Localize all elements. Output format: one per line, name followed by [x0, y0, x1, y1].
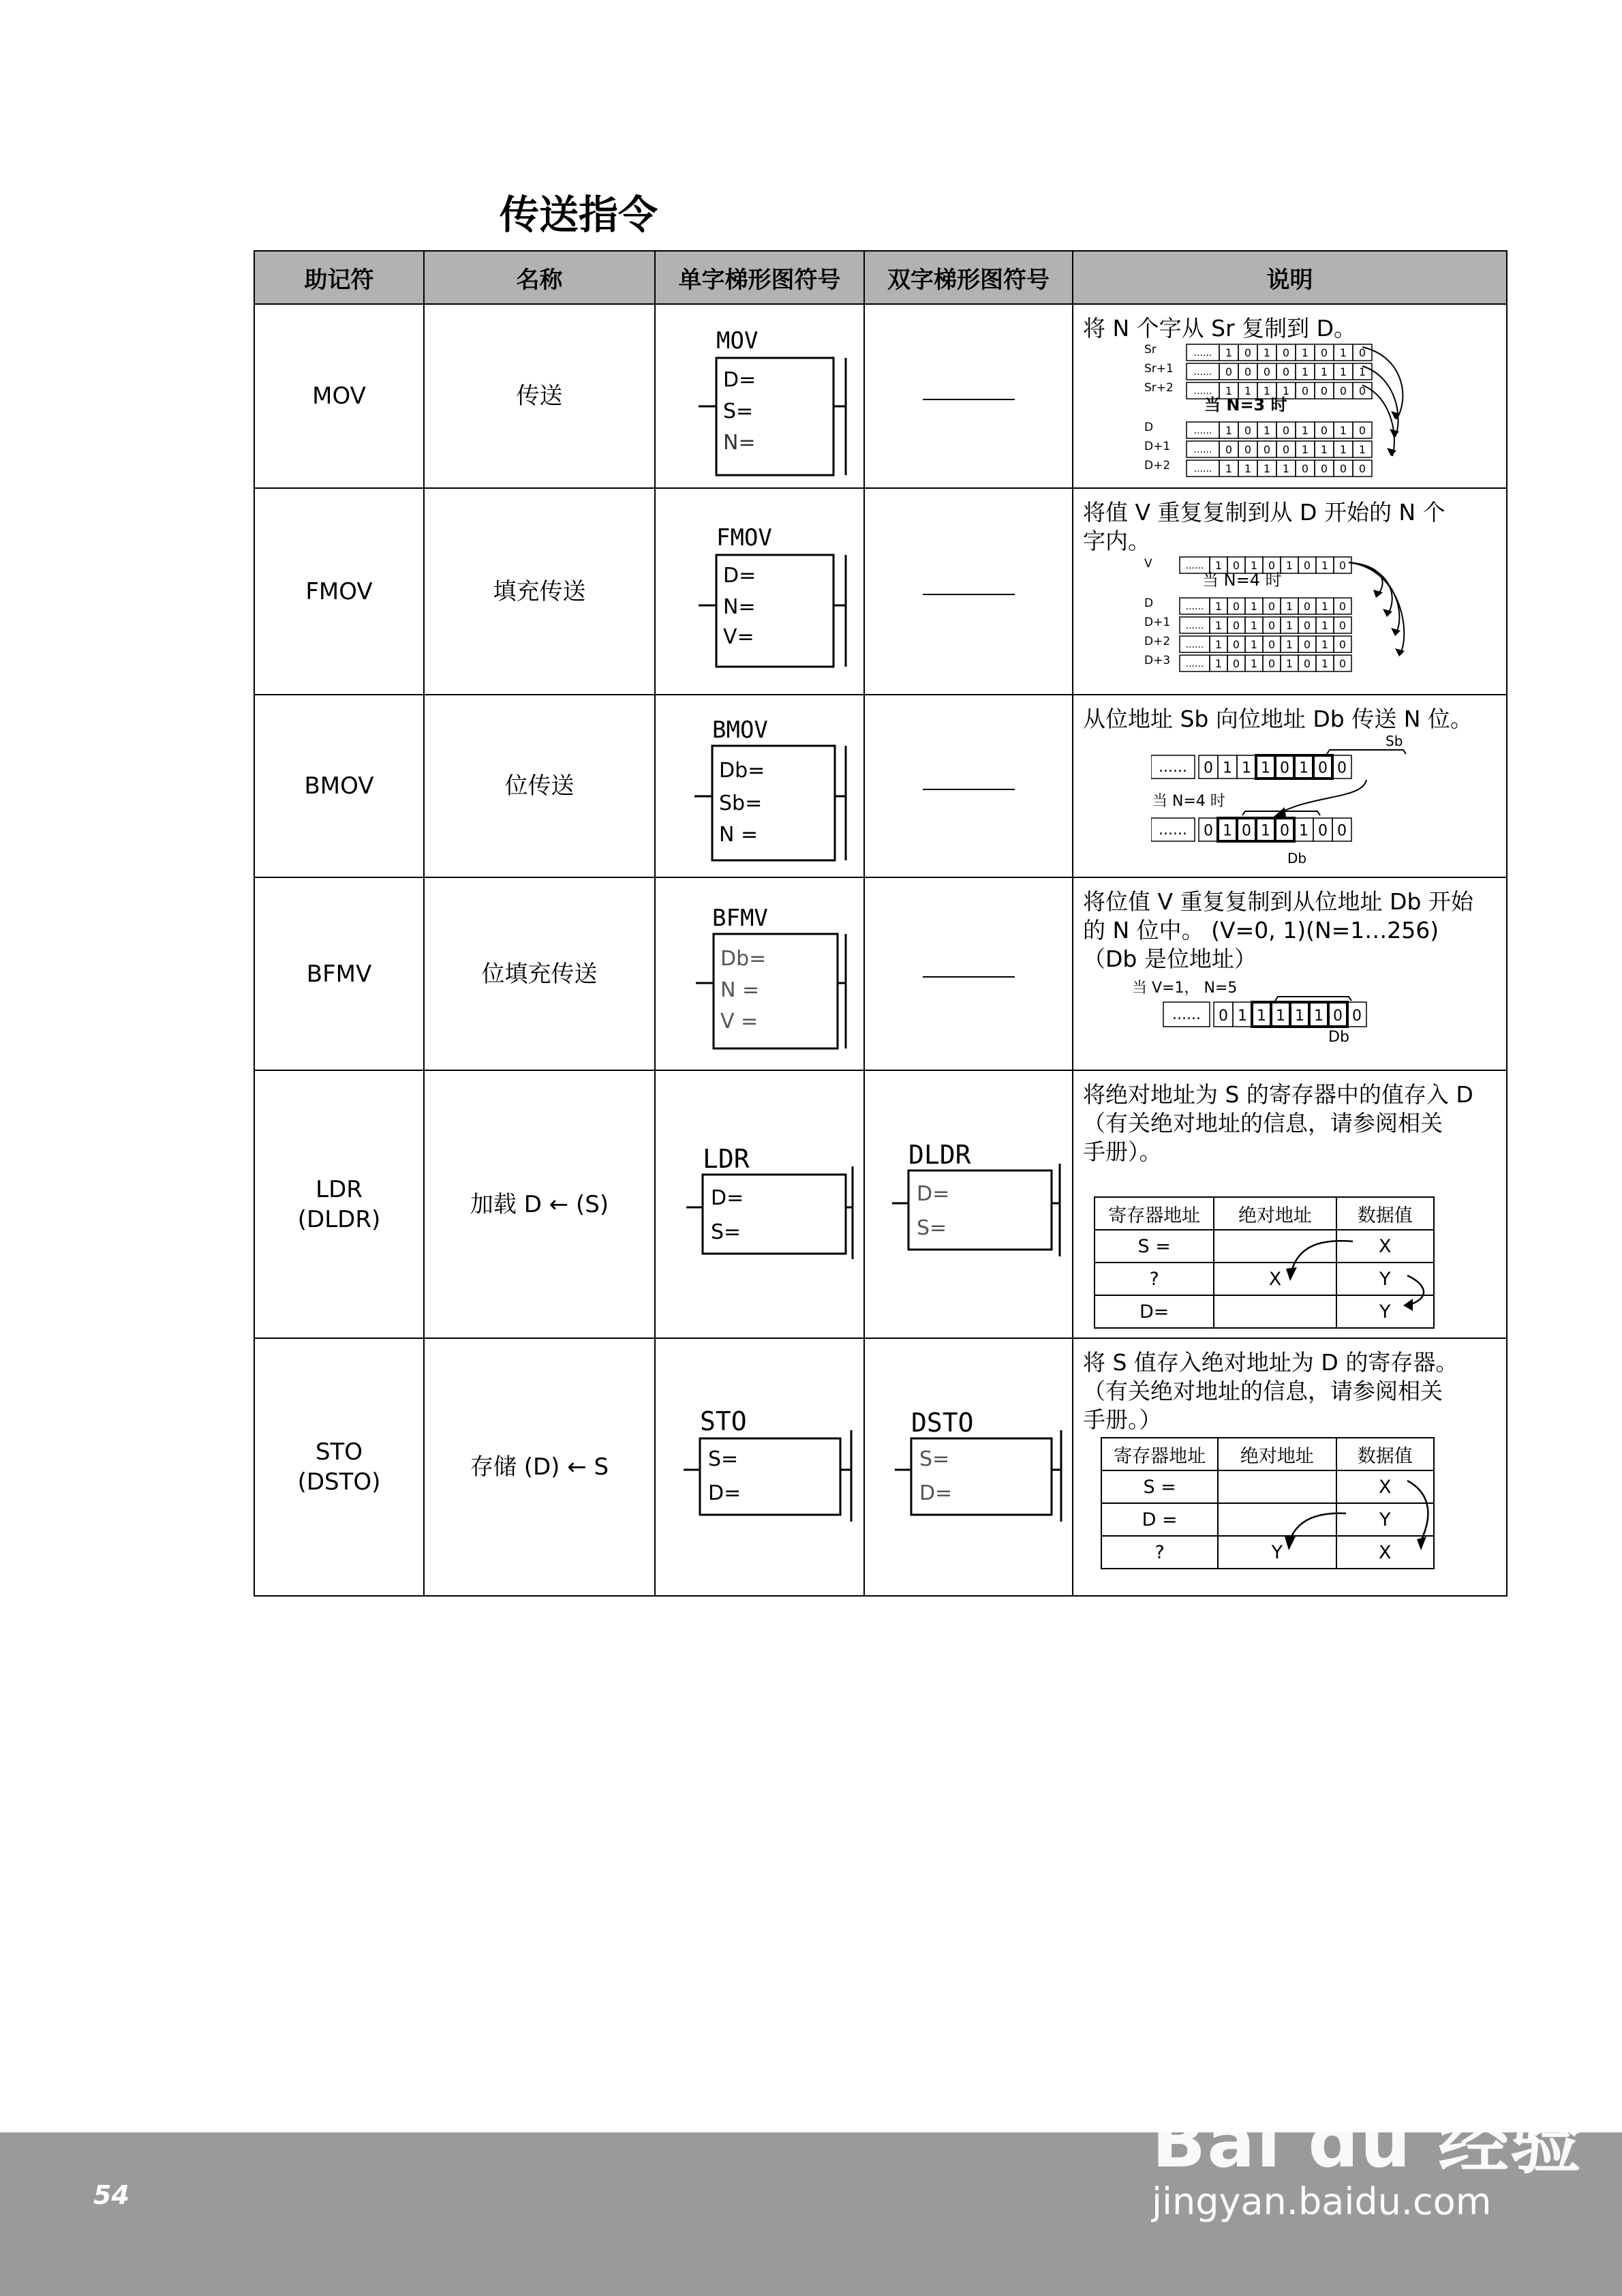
arrow-icon — [1417, 1537, 1426, 1550]
dots-text: ...... — [1172, 1006, 1201, 1024]
header-single-ladder: 单字梯形图符号 — [655, 251, 864, 304]
description-text: 手册。） — [1083, 1406, 1162, 1433]
reg-label: Sr+1 — [1144, 362, 1174, 376]
bit-value: 1 — [1250, 638, 1258, 651]
bit-value: 0 — [1232, 638, 1240, 651]
dots-text: ...... — [1185, 601, 1204, 612]
description-text: （Db 是位地址） — [1083, 946, 1257, 972]
watermark-logo: Bai du 经验 — [1152, 2100, 1582, 2184]
bit-value: 1 — [1263, 462, 1271, 475]
ladder-op: MOV — [716, 327, 758, 354]
reg-cell: Y — [1336, 1503, 1434, 1536]
description-cell — [1073, 695, 1507, 877]
single-ladder-cell — [655, 877, 864, 1070]
reg-label: D+3 — [1144, 654, 1171, 667]
bit-value: 0 — [1320, 346, 1328, 359]
bit-value: 0 — [1358, 384, 1366, 397]
bit-value: 0 — [1268, 619, 1276, 632]
bit-value: 0 — [1225, 365, 1233, 378]
db-label: Db — [1328, 1029, 1349, 1046]
reg-label: D+2 — [1144, 635, 1171, 648]
reg-cell: Y — [1336, 1295, 1434, 1328]
bit-value: 1 — [1285, 657, 1294, 670]
header-name: 名称 — [424, 251, 655, 304]
reg-cell: X — [1336, 1470, 1434, 1503]
bit-value: 0 — [1219, 1008, 1228, 1025]
bit-value: 1 — [1225, 346, 1233, 359]
mnemonic-double: (DSTO) — [297, 1468, 381, 1496]
reg-cell: X — [1336, 1536, 1434, 1569]
bit-value: 0 — [1232, 657, 1240, 670]
ladder-symbol — [671, 314, 848, 478]
bit-value: 0 — [1320, 384, 1328, 397]
flow-arrows — [1094, 1196, 1448, 1333]
bit-value: 0 — [1303, 638, 1311, 651]
reg-cell: ? — [1095, 1263, 1214, 1295]
bit-value: 0 — [1352, 1008, 1362, 1025]
bit-value: 0 — [1280, 759, 1289, 777]
bit-value: 0 — [1268, 638, 1276, 651]
reg-cell: X — [1214, 1263, 1336, 1295]
reg-label: Sr — [1144, 343, 1157, 357]
bit-value: 1 — [1321, 559, 1329, 572]
reg-header: 寄存器地址 — [1095, 1197, 1214, 1230]
bit-strip — [1151, 755, 1351, 779]
single-ladder-cell — [655, 695, 864, 877]
condition-text: 当 N=3 时 — [1204, 395, 1287, 414]
single-ladder-cell — [655, 1070, 864, 1338]
bit-value: 0 — [1303, 657, 1311, 670]
bit-value: 1 — [1244, 462, 1252, 475]
bit-value: 1 — [1295, 1008, 1304, 1025]
ladder-param: Sb= — [718, 791, 762, 815]
ladder-param: S= — [710, 1220, 741, 1244]
condition-text: 当 N=4 时 — [1152, 793, 1225, 810]
table-row — [254, 877, 1507, 1070]
bit-value: 0 — [1339, 384, 1347, 397]
bit-value: 0 — [1268, 559, 1276, 572]
bit-value: 0 — [1303, 600, 1311, 613]
bit-value: 0 — [1268, 600, 1276, 613]
bit-value: 1 — [1263, 424, 1271, 437]
bit-value: 0 — [1244, 346, 1252, 359]
bit-value: 1 — [1244, 384, 1252, 397]
reg-cell: ? — [1101, 1536, 1218, 1569]
ladder-param: Db= — [720, 946, 766, 971]
bit-value: 1 — [1301, 443, 1309, 456]
table-row — [254, 695, 1507, 877]
ladder-param: S= — [722, 399, 753, 423]
name-cell: 位传送 — [424, 695, 655, 877]
ladder-param: S= — [917, 1215, 947, 1240]
bit-value: 1 — [1250, 600, 1258, 613]
bit-value: 0 — [1303, 559, 1311, 572]
bit-value: 1 — [1285, 638, 1294, 651]
double-ladder-cell — [864, 877, 1073, 1070]
dots-text: ...... — [1159, 758, 1187, 776]
reg-cell: D= — [1095, 1295, 1214, 1328]
dots-text: ...... — [1193, 385, 1212, 397]
table-header-row — [254, 251, 1507, 304]
bit-value: 1 — [1225, 462, 1233, 475]
bit-value: 0 — [1204, 822, 1213, 840]
mnemonic-cell — [254, 1338, 424, 1596]
bit-value: 1 — [1339, 346, 1347, 359]
double-ladder-cell — [864, 1070, 1073, 1338]
mnemonic-cell: FMOV — [254, 488, 424, 695]
ladder-symbol — [873, 1399, 1064, 1535]
dots-text: ...... — [1185, 658, 1204, 669]
bit-value: 0 — [1280, 822, 1289, 840]
bit-value: 0 — [1263, 365, 1271, 378]
ladder-op: FMOV — [716, 524, 772, 552]
ladder-op: DLDR — [908, 1139, 971, 1170]
bit-value: 0 — [1282, 365, 1290, 378]
reg-cell: Y — [1336, 1263, 1434, 1295]
bit-value: 0 — [1225, 443, 1233, 456]
mov-diagram — [1144, 343, 1430, 479]
ladder-param: N= — [722, 431, 756, 455]
bit-value: 1 — [1214, 657, 1223, 670]
bit-value: 1 — [1250, 619, 1258, 632]
description-text: 手册）。 — [1083, 1138, 1162, 1165]
bit-value: 1 — [1320, 365, 1328, 378]
mnemonic-cell: MOV — [254, 304, 424, 488]
bit-value: 1 — [1339, 424, 1347, 437]
bit-value: 0 — [1338, 559, 1347, 572]
description-text: 将绝对地址为 S 的寄存器中的值存入 D — [1083, 1081, 1473, 1108]
reg-cell: X — [1336, 1230, 1434, 1263]
db-label: Db — [1287, 850, 1307, 866]
ladder-param: D= — [722, 368, 756, 392]
header-description: 说明 — [1073, 251, 1507, 304]
none-dash — [923, 789, 1015, 790]
bit-value: 0 — [1232, 619, 1240, 632]
mnemonic: STO — [315, 1438, 363, 1466]
bit-value: 1 — [1358, 365, 1366, 378]
description-text: （有关绝对地址的信息，请参阅相关 — [1083, 1110, 1443, 1136]
bit-value: 1 — [1225, 384, 1233, 397]
reg-header: 寄存器地址 — [1101, 1438, 1218, 1470]
reg-label: D+1 — [1144, 616, 1171, 629]
bit-value: 1 — [1339, 443, 1347, 456]
bit-value: 1 — [1320, 443, 1328, 456]
bit-value: 0 — [1301, 462, 1309, 475]
none-dash — [923, 399, 1015, 400]
bit-value: 1 — [1257, 1008, 1266, 1025]
description-text: 的 N 位中。 (V=0, 1)(N=1…256) — [1083, 917, 1439, 943]
bit-value: 1 — [1238, 1008, 1247, 1025]
sb-label: Sb — [1386, 734, 1403, 749]
mnemonic-double: (DLDR) — [297, 1205, 381, 1233]
bit-value: 1 — [1250, 657, 1258, 670]
bit-value: 1 — [1301, 346, 1309, 359]
description-text: （有关绝对地址的信息，请参阅相关 — [1083, 1378, 1443, 1404]
bit-value: 1 — [1299, 822, 1309, 840]
mnemonic-cell — [254, 1070, 424, 1338]
reg-header: 绝对地址 — [1214, 1197, 1336, 1230]
bit-value: 0 — [1232, 559, 1240, 572]
dots-text: ...... — [1193, 347, 1212, 359]
reg-label: V — [1144, 557, 1152, 571]
bit-value: 0 — [1244, 443, 1252, 456]
bit-value: 0 — [1358, 346, 1366, 359]
bit-strip — [1163, 1002, 1366, 1027]
ladder-op: STO — [699, 1406, 747, 1436]
bit-value: 1 — [1225, 424, 1233, 437]
dots-text: ...... — [1185, 620, 1204, 631]
bit-value: 0 — [1320, 462, 1328, 475]
bit-value: 1 — [1223, 759, 1232, 777]
reg-header: 数据值 — [1336, 1197, 1434, 1230]
reg-label: D+2 — [1144, 459, 1171, 472]
bit-value: 0 — [1318, 822, 1328, 840]
dots-text: ...... — [1193, 444, 1212, 455]
ladder-symbol — [671, 896, 848, 1053]
ladder-symbol — [671, 708, 848, 864]
description-cell — [1073, 1338, 1507, 1596]
bit-value: 1 — [1276, 1008, 1285, 1025]
name-cell: 传送 — [424, 304, 655, 488]
dots-text: ...... — [1185, 639, 1204, 650]
header-double-ladder: 双字梯形图符号 — [864, 251, 1073, 304]
ladder-symbol — [664, 1399, 855, 1535]
bit-strip — [1151, 818, 1351, 841]
bit-value: 1 — [1301, 424, 1309, 437]
bit-value: 0 — [1338, 619, 1347, 632]
fmov-diagram — [1144, 556, 1430, 678]
bit-value: 1 — [1214, 559, 1223, 572]
double-ladder-cell — [864, 304, 1073, 488]
bfmv-diagram — [1124, 973, 1424, 1055]
bit-value: 1 — [1321, 619, 1329, 632]
ladder-op: BFMV — [711, 904, 768, 932]
ladder-op: DSTO — [911, 1408, 974, 1438]
reg-cell: S = — [1095, 1230, 1214, 1263]
bit-value: 1 — [1301, 365, 1309, 378]
mnemonic-cell: BMOV — [254, 695, 424, 877]
ladder-param: N= — [722, 594, 756, 619]
table-row — [254, 304, 1507, 488]
reg-label: D+1 — [1144, 440, 1171, 453]
dots-text: ...... — [1159, 821, 1187, 839]
reg-label: Sr+2 — [1144, 381, 1174, 395]
reg-header: 绝对地址 — [1218, 1438, 1336, 1470]
bit-value: 1 — [1242, 759, 1251, 777]
bit-value: 0 — [1282, 443, 1290, 456]
bit-value: 0 — [1282, 346, 1290, 359]
bit-value: 1 — [1299, 759, 1309, 777]
bit-value: 0 — [1204, 759, 1213, 777]
condition-text: 当 V=1， N=5 — [1132, 980, 1238, 997]
bit-value: 0 — [1337, 759, 1347, 777]
ladder-symbol — [671, 510, 848, 674]
mnemonic-cell: BFMV — [254, 877, 424, 1070]
bit-value: 1 — [1214, 638, 1223, 651]
dots-text: ...... — [1185, 560, 1204, 571]
arrow-icon — [1286, 1267, 1297, 1281]
ladder-param: S= — [919, 1447, 950, 1471]
bit-value: 1 — [1321, 600, 1329, 613]
page-number: 54 — [93, 2180, 129, 2210]
bit-value: 1 — [1339, 365, 1347, 378]
bit-value: 0 — [1338, 638, 1347, 651]
description-cell — [1073, 877, 1507, 1070]
reg-label: D — [1144, 421, 1154, 434]
bit-value: 0 — [1303, 619, 1311, 632]
bit-value: 1 — [1263, 384, 1271, 397]
description-text: 从位地址 Sb 向位地址 Db 传送 N 位。 — [1083, 706, 1473, 732]
ladder-param: S= — [707, 1447, 738, 1471]
bit-value: 1 — [1250, 559, 1258, 572]
table-row — [254, 1070, 1507, 1338]
ladder-param: D= — [917, 1181, 950, 1206]
bit-value: 0 — [1242, 822, 1251, 840]
bit-value: 1 — [1285, 600, 1294, 613]
bit-value: 1 — [1321, 638, 1329, 651]
ladder-param: N = — [720, 978, 759, 1002]
single-ladder-cell — [655, 304, 864, 488]
bit-value: 1 — [1214, 619, 1223, 632]
ladder-symbol — [873, 1136, 1064, 1273]
flow-arrows — [1101, 1437, 1455, 1573]
ladder-param: N = — [718, 823, 758, 847]
description-cell — [1073, 1070, 1507, 1338]
ladder-symbol — [664, 1136, 855, 1273]
ladder-op: BMOV — [711, 716, 768, 744]
bit-value: 0 — [1358, 424, 1366, 437]
bit-value: 1 — [1285, 619, 1294, 632]
reg-cell: D = — [1101, 1503, 1218, 1536]
ladder-param: V= — [722, 624, 754, 649]
reg-label: D — [1144, 596, 1154, 610]
bit-value: 1 — [1321, 657, 1329, 670]
bit-value: 0 — [1232, 600, 1240, 613]
description-text: 将值 V 重复复制到从 D 开始的 N 个字内。 — [1083, 499, 1445, 554]
description-cell — [1073, 488, 1507, 695]
bit-value: 1 — [1263, 346, 1271, 359]
transfer-instruction-table — [254, 250, 1508, 1597]
bit-value: 0 — [1301, 384, 1309, 397]
bit-value: 0 — [1318, 759, 1328, 777]
description-text: 将位值 V 重复复制到从位地址 Db 开始 — [1083, 888, 1473, 915]
single-ladder-cell — [655, 1338, 864, 1596]
bit-value: 1 — [1282, 462, 1290, 475]
bit-value: 1 — [1358, 443, 1366, 456]
bit-value: 1 — [1261, 759, 1270, 777]
bit-value: 0 — [1339, 462, 1347, 475]
table-row — [254, 1338, 1507, 1596]
name-cell: 加载 D ← (S) — [424, 1070, 655, 1338]
bit-value: 0 — [1338, 600, 1347, 613]
bit-value: 0 — [1282, 424, 1290, 437]
bit-value: 1 — [1314, 1008, 1323, 1025]
bit-value: 0 — [1333, 1008, 1343, 1025]
bit-value: 1 — [1285, 559, 1294, 572]
condition-text: 当 N=4 时 — [1202, 571, 1282, 590]
bit-value: 1 — [1223, 822, 1232, 840]
ladder-param: D= — [722, 563, 756, 588]
bit-value: 0 — [1358, 462, 1366, 475]
page-title: 传送指令 — [500, 192, 658, 238]
none-dash — [923, 594, 1015, 595]
double-ladder-cell — [864, 488, 1073, 695]
dots-text: ...... — [1193, 463, 1212, 474]
single-ladder-cell — [655, 488, 864, 695]
dots-text: ...... — [1193, 366, 1212, 378]
arrow-icon — [1285, 1537, 1296, 1550]
ladder-param: D= — [919, 1481, 953, 1505]
bit-value: 0 — [1268, 657, 1276, 670]
name-cell: 位填充传送 — [424, 877, 655, 1070]
reg-cell: S = — [1101, 1470, 1218, 1503]
dots-text: ...... — [1193, 425, 1212, 436]
ladder-op: LDR — [702, 1143, 750, 1174]
bit-value: 0 — [1337, 822, 1347, 840]
double-ladder-cell — [864, 1338, 1073, 1596]
watermark-url: jingyan.baidu.com — [1152, 2180, 1492, 2223]
bit-value: 0 — [1263, 443, 1271, 456]
name-cell: 填充传送 — [424, 488, 655, 695]
bit-value: 0 — [1338, 657, 1347, 670]
bit-value: 0 — [1244, 365, 1252, 378]
reg-cell: Y — [1218, 1536, 1336, 1569]
bit-value: 0 — [1244, 424, 1252, 437]
bit-value: 1 — [1282, 384, 1290, 397]
none-dash — [923, 976, 1015, 978]
header-mnemonic: 助记符 — [254, 251, 424, 304]
ladder-param: D= — [710, 1185, 744, 1210]
mnemonic: LDR — [316, 1175, 363, 1203]
arrow-icon — [1403, 1299, 1413, 1311]
reg-header: 数据值 — [1336, 1438, 1434, 1470]
bit-value: 1 — [1261, 822, 1270, 840]
description-text: 将 S 值存入绝对地址为 D 的寄存器。 — [1083, 1349, 1458, 1376]
description-cell — [1073, 304, 1507, 488]
double-ladder-cell — [864, 695, 1073, 877]
ladder-param: Db= — [718, 759, 765, 783]
ladder-param: D= — [707, 1481, 741, 1505]
ladder-param: V = — [720, 1009, 758, 1033]
bit-value: 1 — [1214, 600, 1223, 613]
name-cell: 存储 (D) ← S — [424, 1338, 655, 1596]
description-text: 将 N 个字从 Sr 复制到 D。 — [1083, 315, 1357, 342]
bit-value: 0 — [1320, 424, 1328, 437]
table-row — [254, 488, 1507, 695]
bmov-diagram — [1151, 734, 1437, 870]
